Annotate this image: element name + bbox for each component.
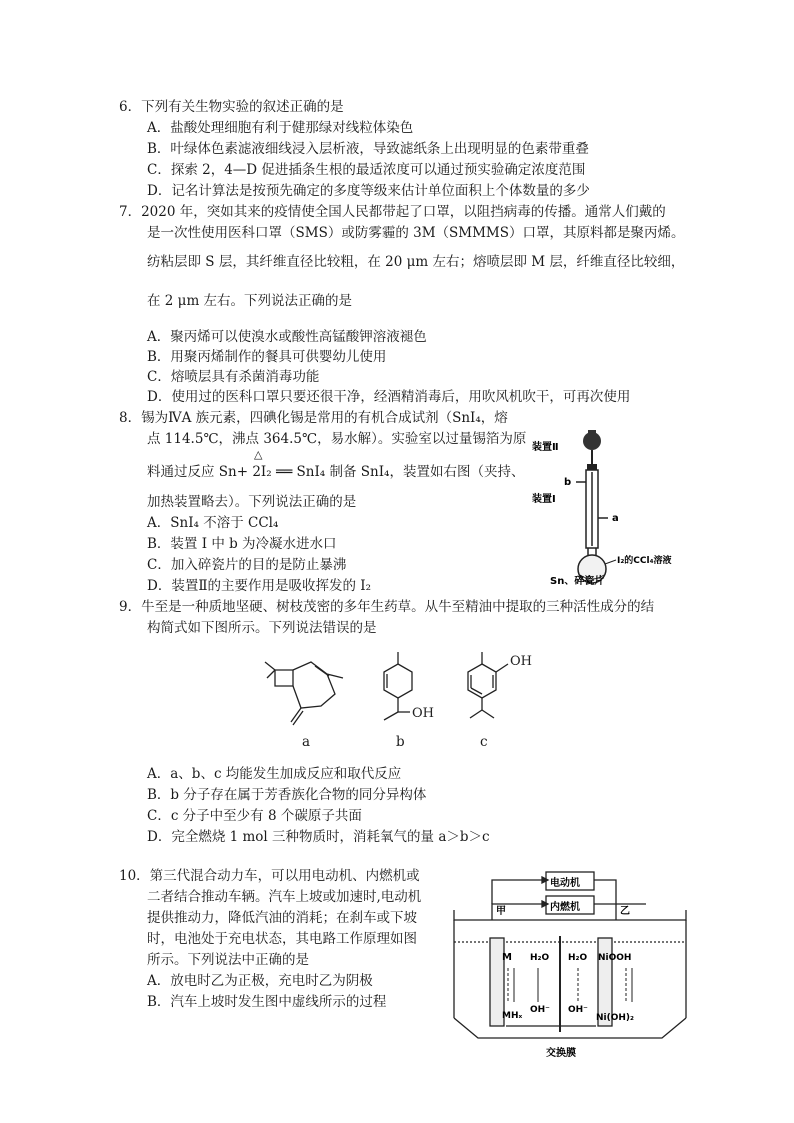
q7-option-c: C．熔喷层具有杀菌消毒功能	[147, 369, 320, 385]
port-a-label: a	[612, 513, 619, 524]
q6-option-d: D．记名计算法是按预先确定的多度等级来估计单位面积上个体数量的多少	[147, 183, 590, 199]
flask-contents-label: Sn、碎瓷片	[550, 576, 605, 586]
q6-option-a: A．盐酸处理细胞有利于健那绿对线粒体染色	[147, 120, 414, 136]
molecule-a-label: a	[302, 734, 311, 750]
q8-stem-line3: 料通过反应 Sn+ 2I₂ ══ SnI₄ 制备 SnI₄，装置如右图（夹持、	[147, 464, 525, 480]
molecule-c-structure	[458, 648, 538, 738]
membrane-label: 交换膜	[546, 1048, 576, 1059]
q8-stem-line2: 点 114.5℃，沸点 364.5℃，易水解）。实验室以过量锡箔为原	[147, 431, 527, 447]
engine-label: 内燃机	[550, 902, 580, 913]
q7-option-a: A．聚丙烯可以使溴水或酸性高锰酸钾溶液褪色	[147, 329, 427, 345]
reflux-apparatus-figure	[530, 428, 690, 586]
q7-option-d: D．使用过的医科口罩只要还很干净，经酒精消毒后，用吹风机吹干，可再次使用	[147, 389, 631, 405]
q10-stem-line1: 10．第三代混合动力车，可以用电动机、内燃机或	[119, 868, 420, 884]
q10-stem-line3: 提供推动力，降低汽油的消耗；在刹车或下坡	[147, 910, 417, 926]
q8-option-b: B．装置 Ⅰ 中 b 为冷凝水进水口	[147, 536, 337, 552]
q8-stem-line1: 8．锡为ⅣA 族元素，四碘化锡是常用的有机合成试剂（SnI₄，熔	[119, 410, 508, 426]
q6-stem: 6．下列有关生物实验的叙述正确的是	[119, 99, 344, 115]
mhx-label: MHₓ	[502, 1011, 523, 1021]
molecule-c-oh: OH	[510, 654, 532, 669]
hybrid-battery-figure	[450, 862, 690, 1062]
q8-option-a: A．SnI₄ 不溶于 CCl₄	[147, 515, 279, 531]
q9-option-a: A．a、b、c 均能发生加成反应和取代反应	[147, 766, 402, 782]
h2o-right-label: H₂O	[568, 953, 588, 963]
electrode-yi-label: 乙	[620, 906, 630, 917]
q7-stem-line2: 是一次性使用医科口罩（SMS）或防雾霾的 3M（SMMMS）口罩，其原料都是聚丙烯。	[147, 225, 685, 241]
oh-right-label: OH⁻	[568, 1005, 588, 1015]
q7-stem-line3: 纺粘层即 S 层，其纤维直径比较粗，在 20 μm 左右；熔喷层即 M 层，纤维直径比较细，	[147, 254, 685, 270]
q10-option-a: A．放电时乙为正极，充电时乙为阴极	[147, 973, 373, 989]
q8-option-d: D．装置Ⅱ的主要作用是吸收挥发的 I₂	[147, 578, 372, 594]
device2-label: 装置Ⅱ	[532, 442, 559, 453]
h2o-left-label: H₂O	[530, 953, 550, 963]
q7-stem-line1: 7．2020 年，突如其来的疫情使全国人民都带起了口罩，以阻挡病毒的传播。通常人们戴的	[119, 204, 666, 220]
q10-stem-line2: 二者结合推动车辆。汽车上坡或加速时,电动机	[147, 889, 422, 905]
q10-stem-line4: 时，电池处于充电状态，其电路工作原理如图	[147, 931, 417, 947]
motor-label: 电动机	[550, 878, 580, 889]
nioh2-label: Ni(OH)₂	[596, 1013, 634, 1023]
q6-option-b: B．叶绿体色素滤液细线浸入层析液，导致滤纸条上出现明显的色素带重叠	[147, 141, 589, 157]
q9-stem-line1: 9．牛至是一种质地坚硬、树枝茂密的多年生药草。从牛至精油中提取的三种活性成分的结	[119, 599, 655, 615]
q7-option-b: B．用聚丙烯制作的餐具可供婴幼儿使用	[147, 349, 387, 365]
q10-option-b: B．汽车上坡时发生图中虚线所示的过程	[147, 994, 387, 1010]
molecule-c-label: c	[480, 734, 488, 750]
q8-option-c: C．加入碎瓷片的目的是防止暴沸	[147, 557, 347, 573]
q6-option-c: C．探索 2，4—D 促进插条生根的最适浓度可以通过预实验确定浓度范围	[147, 162, 586, 178]
port-b-label: b	[564, 477, 572, 488]
flask-solution-label: I₂的CCl₄溶液	[617, 556, 672, 566]
molecule-b-label: b	[396, 734, 405, 750]
m-label: M	[502, 952, 512, 963]
q9-option-c: C．c 分子中至少有 8 个碳原子共面	[147, 808, 362, 824]
q9-stem-line2: 构简式如下图所示。下列说法错误的是	[147, 620, 377, 636]
q8-stem-line4: 加热装置略去）。下列说法正确的是	[147, 494, 357, 510]
niooh-label: NiOOH	[598, 953, 632, 963]
q10-stem-line5: 所示。下列说法中正确的是	[147, 952, 309, 968]
device1-label: 装置Ⅰ	[532, 494, 556, 505]
q9-option-d: D．完全燃烧 1 mol 三种物质时，消耗氧气的量 a＞b＞c	[147, 829, 490, 845]
drying-tube-bulb	[583, 432, 601, 450]
electrode-jia-label: 甲	[496, 906, 506, 917]
oh-left-label: OH⁻	[530, 1005, 550, 1015]
q7-stem-line4: 在 2 μm 左右。下列说法正确的是	[147, 293, 353, 309]
heat-symbol: △	[254, 448, 263, 461]
molecule-b-oh: OH	[412, 706, 434, 721]
molecule-b-structure	[370, 648, 445, 738]
q9-option-b: B．b 分子存在属于芳香族化合物的同分异构体	[147, 787, 427, 803]
